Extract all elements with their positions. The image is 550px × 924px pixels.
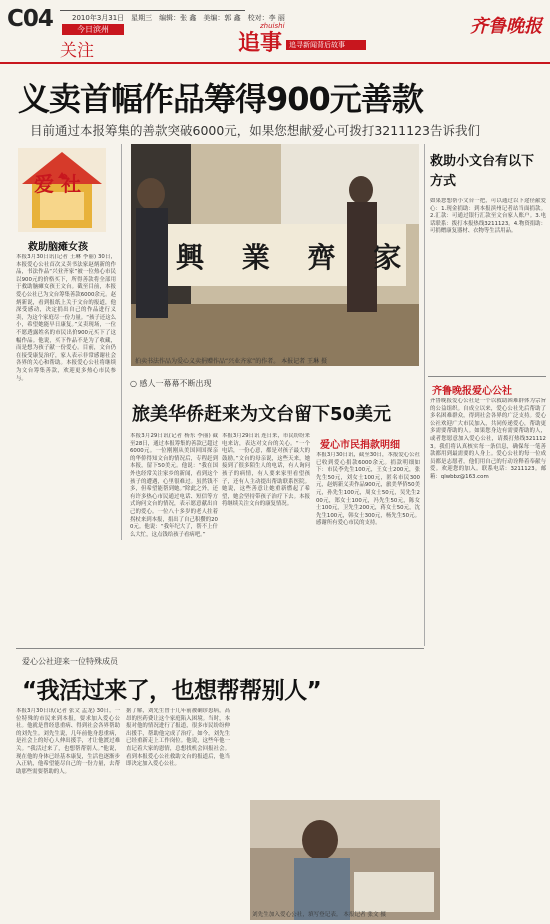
calligraphy-photo [131,144,419,366]
calligraphy-text: 興 業 齊 家 [176,241,416,274]
story3-col2: 据了解，刘先生曾于几年前被确诊患病，高昂的医药费让这个家庭陷入困境。当时，本报对他的情况进行了报道，很多市民纷纷伸出援手，帮助他完成了治疗。如今，刘先生已经重新走上工作岗位。他说，这些年他一直记着大家的恩情，总想找机会回报社会。看到本报爱心公社救助文台的报道后，他当即决定加入爱心公社。 [126,708,230,768]
left-body: 本报3月30日讯(记者 王琳 李丽) 30日，本报爱心公社首次义卖书法家赵炳新的作品，书法作品“兴业齐家”被一位热心市民以900元的价格买下，所得善款将全部用于救助脑瘫女孩王文台。截至目前，本报爱心公社已为文台筹集善款6000余元。赵炳新说，看到报纸上关于文台的报道，他深受感动，决定捐出自己的作品进行义卖，为这个家庭尽一份力量。“孩子还这么小，希望她能早日康复。”义卖现场，一位不愿透露姓名的市民出价900元买下了这幅作品。他说，买下作品不是为了收藏，而是想为孩子献一份爱心。目前，文台仍在接受康复治疗，家人表示非常感谢社会各界的关心和帮助。本报爱心公社将继续为文台筹集善款，欢迎更多热心市民参与。 [16,254,116,382]
logo-text: 追事 [238,30,283,56]
club-title: 齐鲁晚报爱心公社 [432,386,512,397]
club-body: 齐鲁晚报爱心公社是一个以救助困难群体为宗旨的公益组织。自成立以来，爱心公社先后帮助了多名困难群众，得到社会各界的广泛支持。爱心公社欢迎广大市民加入，共同传递爱心，帮助更多需要帮助的人。如果您身边有需要帮助的人，或者您愿意加入爱心公社，请拨打热线3211123。我们将认真核实每一条信息，确保每一笔善款都用到最需要的人身上。爱心公社的每一位成员都是志愿者，他们用自己的行动诠释着奉献与爱。欢迎您的加入。联系电话：3211123。邮箱：qlwbbz@163.com [430,398,546,480]
left-caption: 救助脑瘫女孩 [28,242,88,253]
newspaper-brand: 齐鲁晚报 [470,16,542,37]
story2-tag: ○ 感人一幕幕不断出现 [130,379,212,388]
right-rule [424,144,425,646]
date-line: 2010年3月31日 星期三 编辑：张 鑫 美编：郭 鑫 校对：李 丽 [72,14,285,22]
story3-divider [16,648,424,649]
photo2-caption: 刘先生加入爱心公社，填写登记表。 本报记者 张文 摄 [252,912,386,918]
story2-headline: 旅美华侨赶来为文台留下50美元 [132,404,392,425]
header-rule [60,10,245,11]
donor-title: 爱心市民捐款明细 [320,440,400,451]
story2-tag-text: 感人一幕幕不断出现 [139,379,212,388]
page-header [0,0,550,61]
photo1-caption: 拍卖书法作品为爱心义卖捐赠作品“兴业齐家”的作者。 本报记者 王琳 摄 [135,358,327,365]
logo-tagline: 追寻新闻背后故事 [286,40,366,50]
logo-pinyin: zhuishi [260,22,285,30]
member-photo [250,800,440,920]
story3-col1: 本报3月30日讯(记者 张文 孟龙) 30日，一位特殊的市民来到本报，要求加入爱心公社。他就是曾经患重病、得到社会各界帮助的刘先生。刘先生说，几年前他身患重病，是社会上的好心人伸出援手，才让他渡过难关。“我活过来了，也想帮帮别人。”他说，现在他的身体已经基本康复，生活也逐渐步入正轨，他希望能尽自己的一份力量，去帮助那些需要帮助的人。 [16,708,120,775]
section-title: 关注 [60,41,94,61]
header-divider [0,62,550,64]
main-headline: 义卖首幅作品筹得900元善款 [18,80,423,118]
right-divider [428,376,546,377]
right-title: 救助小文台有以下方式 [430,154,535,189]
column-logo [228,22,345,56]
story2-col2: 本报3月29日讯 连日来，市民纷纷来电来访，表达对文台的关心。“一个电话，一份心意，都是对孩子最大的鼓励。”文台的母亲说，这些天来，她接到了很多陌生人的电话，有人询问孩子的病情，有人要来家里看望孩子，还有人主动提出帮助联系医院。她说，这些善意让她重新燃起了希望，她会坚持带孩子治疗下去。本报将继续关注文台的康复情况。 [222,433,310,508]
story3-headline: “我活过来了，也想帮帮别人” [22,678,322,704]
column-rule [121,144,122,540]
main-subhead: 目前通过本报筹集的善款突破6000元，如果您想献爱心可拨打3211123告诉我们 [30,123,480,138]
section-badge: 今日滨州 [62,24,124,35]
illustration-text: 爱 社 [34,172,81,196]
story2-col1: 本报3月29日讯(记者 杨东 李丽) 截至28日，通过本报筹集的善款已超过6000元。一位刚刚从美国回国探亲的华侨得知文台的情况后，专程赶到本报，留下50美元。他说：“我在国外也经常关注家乡的新闻，看到这个孩子的遭遇，心里很难过。虽然钱不多，但希望能帮到她。”除此之外，还有许多热心市民通过电话、短信等方式询问文台的情况，表示愿意献出自己的爱心。一位八十多岁的老人拄着拐杖来到本报，捐出了自己积攒的200元。他说：“我年纪大了，帮不上什么大忙，这点钱给孩子看病吧。” [130,433,218,538]
page-number: C04 [7,6,53,32]
right-body: 如果您想帮小文台一把，可以通过以下途径献爱心：1.现金捐助：到本报滨州记者站当面捐款。2.汇款：可通过银行汇款至文台家人账户。3.电话联系：拨打本报热线3211123。4.物资捐助：可捐赠康复器材、衣物等生活用品。 [430,198,546,235]
donor-body: 本报3月30日讯，截至30日，本报爱心公社已收到爱心捐款6000余元。捐款明细如下：市民李先生100元，王女士200元，张先生50元，刘女士100元，匿名市民300元，赵炳新义卖作品900元，旅美华侨50美元，孙先生100元，周女士50元，吴先生200元，郑女士100元，冯先生50元，陈女士100元，卫先生200元，蒋女士50元，沈先生100元，韩女士300元，杨先生50元。感谢所有爱心市民的支持。 [316,452,420,527]
story3-tag: 爱心公社迎来一位特殊成员 [22,657,118,666]
